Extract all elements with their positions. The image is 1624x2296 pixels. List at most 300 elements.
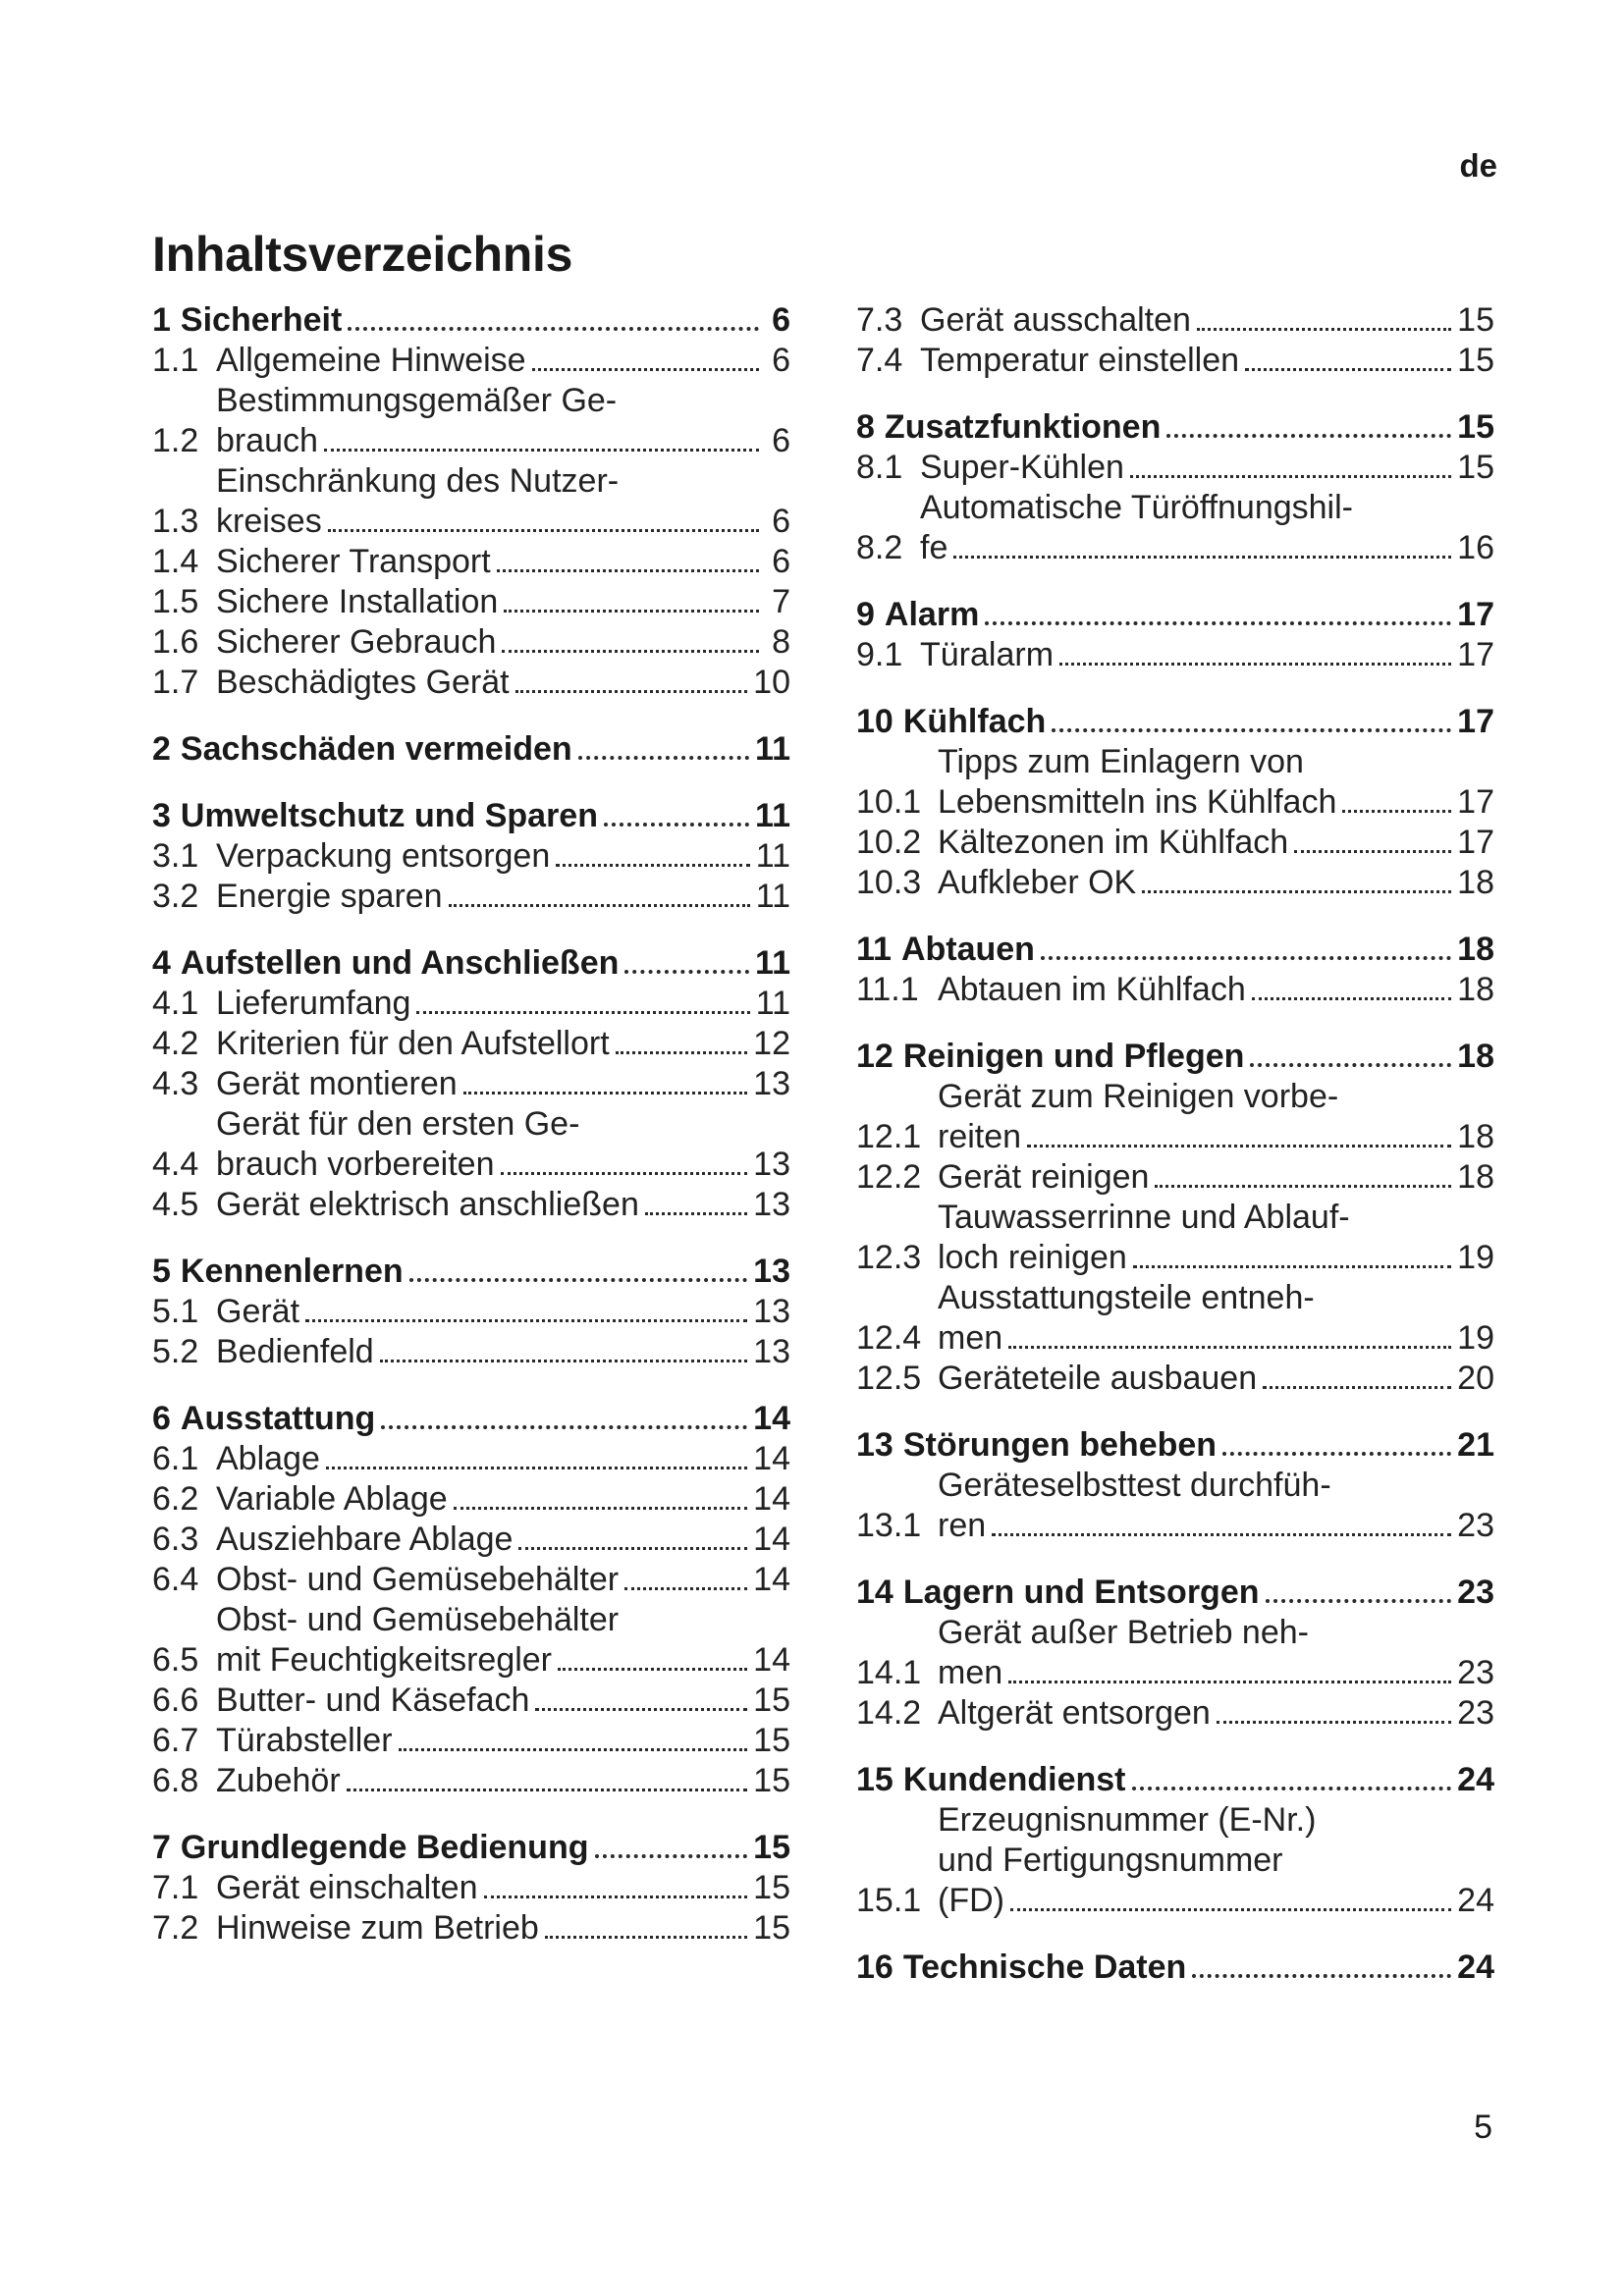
- toc-entry-number: 7.4: [856, 342, 903, 379]
- toc-entry-label: ren: [938, 1507, 987, 1544]
- toc-entry-number: 5: [152, 1253, 171, 1290]
- toc-entry-label-group: [938, 1359, 1457, 1399]
- toc-subsection-link[interactable]: [152, 1479, 790, 1520]
- toc-leader-dots: [305, 1319, 747, 1322]
- toc-entry-number: 7.1: [152, 1869, 199, 1906]
- toc-entry-label: Kennenlernen: [180, 1253, 404, 1290]
- toc-entry-label-group: [181, 729, 755, 770]
- toc-leader-dots: [1027, 1145, 1451, 1148]
- toc-entry-label: Grundlegende Bedienung: [180, 1829, 589, 1866]
- toc-entry-number: 2: [152, 730, 171, 768]
- toc-entry-page: 15: [753, 1762, 790, 1799]
- toc-leader-dots: [985, 621, 1451, 625]
- toc-entry-label: Verpackung entsorgen: [216, 837, 551, 875]
- toc-entry-label-group: [216, 1600, 790, 1681]
- toc-leader-dots: [1142, 890, 1451, 893]
- toc-entry-label: Beschädigtes Gerät: [216, 664, 510, 701]
- toc-entry-label-group: [216, 1439, 753, 1479]
- toc-leader-dots: [518, 1547, 747, 1550]
- toc-entry-label: men: [938, 1654, 1003, 1691]
- toc-subsection-link[interactable]: [152, 1520, 790, 1560]
- toc-subsection-link[interactable]: [856, 1693, 1494, 1734]
- toc-entry-label: Lieferumfang: [216, 985, 411, 1022]
- toc-leader-dots: [1010, 1908, 1451, 1911]
- toc-entry-page: 24: [1457, 1882, 1494, 1919]
- toc-section: [856, 1573, 1494, 1734]
- toc-leader-dots: [1217, 1721, 1451, 1724]
- toc-subsection-link[interactable]: [856, 1359, 1494, 1399]
- toc-entry-page: 21: [1457, 1426, 1494, 1464]
- toc-leader-dots: [399, 1748, 748, 1751]
- toc-entry-label: Ablage: [216, 1440, 320, 1477]
- toc-leader-dots: [416, 1011, 749, 1014]
- toc-subsection-link[interactable]: [152, 836, 790, 877]
- toc-subsection-link[interactable]: [856, 742, 1494, 823]
- toc-subsection-link[interactable]: [856, 635, 1494, 675]
- toc-entry-label-group: [216, 1908, 753, 1949]
- toc-entry-label-last-line: [216, 421, 790, 461]
- toc-subsection-link[interactable]: [152, 582, 790, 622]
- toc-section-link[interactable]: [856, 930, 1494, 970]
- toc-entry-label: Zubehör: [216, 1762, 341, 1799]
- toc-entry-label-group: [216, 1761, 753, 1801]
- toc-entry-page: 13: [753, 1146, 790, 1183]
- toc-entry-number: 13: [856, 1426, 893, 1464]
- toc-entry-label: Altgerät entsorgen: [938, 1694, 1211, 1732]
- toc-entry-label: Umweltschutz und Sparen: [180, 797, 598, 834]
- toc-leader-dots: [1008, 1346, 1451, 1349]
- toc-entry-label-group: [938, 1077, 1494, 1157]
- toc-entry-page: 11: [755, 878, 790, 915]
- toc-entry-label: (FD): [938, 1882, 1004, 1919]
- toc-entry-label: Gerät einschalten: [216, 1869, 478, 1906]
- toc-entry-label-last-line: [938, 1881, 1494, 1921]
- toc-section-link[interactable]: [152, 1252, 790, 1292]
- toc-subsection-link[interactable]: [152, 1868, 790, 1908]
- toc-entry-label: Kundendienst: [902, 1761, 1126, 1798]
- toc-section: [856, 407, 1494, 568]
- toc-entry-number: 6.8: [152, 1762, 199, 1799]
- toc-entry-label-group: [920, 448, 1457, 488]
- toc-entry-label: kreises: [216, 503, 322, 540]
- toc-entry-label-group: [903, 1948, 1457, 1988]
- toc-entry-number: 6.6: [152, 1682, 199, 1719]
- toc-subsection-link[interactable]: [152, 1292, 790, 1332]
- toc-entry-label: fe: [920, 529, 948, 566]
- toc-entry-number: 1.5: [152, 583, 199, 620]
- toc-entry-label-group: [938, 1693, 1457, 1734]
- toc-entry-page: 15: [753, 1909, 790, 1947]
- toc-entry-page: 6: [772, 342, 790, 379]
- toc-entry-page: 6: [772, 301, 790, 339]
- toc-entry-label-group: [920, 341, 1457, 381]
- toc-entry-label-group: [216, 1292, 753, 1332]
- toc-entry-page: 14: [753, 1641, 790, 1679]
- toc-section: [856, 300, 1494, 381]
- toc-entry-page: 6: [772, 543, 790, 580]
- toc-entry-label: Temperatur einstellen: [920, 342, 1240, 379]
- toc-entry-number: 1.6: [152, 623, 199, 661]
- toc-entry-label: Ausziehbare Ablage: [216, 1521, 514, 1558]
- toc-entry-label-group: [216, 341, 765, 381]
- toc-entry-label: Sachschäden vermeiden: [180, 730, 572, 768]
- toc-entry-label-group: [181, 300, 765, 341]
- toc-subsection-link[interactable]: [856, 1800, 1494, 1921]
- toc-subsection-link[interactable]: [152, 461, 790, 542]
- toc-entry-label: men: [938, 1319, 1003, 1357]
- toc-leader-dots: [1166, 434, 1451, 438]
- toc-leader-dots: [1130, 475, 1451, 478]
- toc-leader-dots: [1342, 810, 1451, 813]
- toc-entry-label-group: [903, 1425, 1457, 1466]
- toc-entry-label: Alarm: [884, 596, 980, 633]
- toc-entry-label-line: Einschränkung des Nutzer-: [216, 462, 620, 500]
- toc-subsection-link[interactable]: [152, 1104, 790, 1185]
- toc-leader-dots: [380, 1360, 747, 1362]
- toc-leader-dots: [326, 1467, 747, 1469]
- toc-subsection-link[interactable]: [152, 1439, 790, 1479]
- toc-entry-number: 3: [152, 797, 171, 834]
- toc-entry-label-group: [216, 663, 753, 703]
- toc-entry-label: Lebensmitteln ins Kühlfach: [938, 783, 1337, 821]
- toc-entry-label: Variable Ablage: [216, 1480, 448, 1518]
- toc-entry-label-wrapped: [216, 1104, 790, 1185]
- toc-entry-number: 1.3: [152, 503, 199, 540]
- toc-subsection-link[interactable]: [152, 984, 790, 1024]
- toc-entry-page: 17: [1457, 636, 1494, 673]
- toc-entry-label-wrapped: [938, 1466, 1494, 1546]
- toc-subsection-link[interactable]: [152, 1721, 790, 1761]
- toc-entry-page: 11: [755, 730, 790, 768]
- toc-entry-page: 15: [753, 1682, 790, 1719]
- toc-entry-label-line: Obst- und Gemüsebehälter: [216, 1601, 620, 1638]
- toc-subsection-link[interactable]: [152, 1681, 790, 1721]
- toc-entry-label: Störungen beheben: [902, 1426, 1218, 1464]
- toc-leader-dots: [992, 1533, 1451, 1536]
- toc-section-link[interactable]: [856, 1948, 1494, 1988]
- toc-section: [856, 1760, 1494, 1921]
- toc-leader-dots: [535, 1708, 747, 1711]
- toc-entry-page: 18: [1457, 971, 1494, 1008]
- toc-entry-page: 13: [753, 1253, 790, 1290]
- toc-entry-number: 4.4: [152, 1146, 199, 1183]
- toc-section: [856, 1425, 1494, 1546]
- toc-entry-label: Aufkleber OK: [938, 864, 1137, 901]
- toc-entry-label-group: [903, 1760, 1457, 1800]
- toc-entry-label-group: [903, 1037, 1457, 1077]
- toc-entry-number: 4.2: [152, 1025, 199, 1062]
- toc-subsection-link[interactable]: [152, 1024, 790, 1064]
- toc-leader-dots: [624, 1587, 747, 1590]
- toc-entry-number: 14: [856, 1574, 893, 1611]
- toc-entry-page: 11: [755, 985, 790, 1022]
- toc-entry-label-group: [901, 930, 1457, 970]
- toc-section: [152, 796, 790, 917]
- toc-subsection-link[interactable]: [856, 1466, 1494, 1546]
- toc-section: [856, 1037, 1494, 1399]
- toc-entry-label-group: [216, 1681, 753, 1721]
- toc-entry-number: 5.2: [152, 1333, 199, 1370]
- toc-entry-label-line: Ausstattungsteile entneh-: [938, 1279, 1315, 1316]
- toc-entry-label: Super-Kühlen: [920, 449, 1124, 486]
- toc-entry-page: 15: [1457, 449, 1494, 486]
- toc-section-link[interactable]: [152, 796, 790, 836]
- toc-entry-page: 18: [1457, 1038, 1494, 1075]
- toc-entry-number: 6.7: [152, 1722, 199, 1759]
- toc-entry-label-group: [216, 1560, 753, 1600]
- toc-entry-label-group: [938, 1278, 1494, 1359]
- toc-entry-label-group: [938, 742, 1494, 823]
- toc-leader-dots: [409, 1278, 748, 1282]
- toc-entry-page: 14: [753, 1440, 790, 1477]
- toc-section: [856, 1948, 1494, 1988]
- toc-entry-label-group: [216, 1064, 753, 1104]
- toc-entry-label-group: [885, 407, 1457, 448]
- toc-subsection-link[interactable]: [856, 1077, 1494, 1157]
- toc-leader-dots: [1133, 1265, 1451, 1268]
- toc-entry-label-group: [216, 622, 765, 663]
- page-title: Inhaltsverzeichnis: [152, 227, 573, 282]
- toc-subsection-link[interactable]: [152, 877, 790, 917]
- toc-entry-number: 4.5: [152, 1186, 199, 1223]
- toc-entry-number: 9: [856, 596, 875, 633]
- toc-entry-label-group: [938, 970, 1457, 1010]
- toc-entry-number: 6.3: [152, 1521, 199, 1558]
- toc-entry-label: reiten: [938, 1118, 1022, 1155]
- toc-entry-page: 18: [1457, 1158, 1494, 1196]
- toc-entry-page: 17: [1457, 703, 1494, 740]
- toc-entry-label-wrapped: [938, 1613, 1494, 1693]
- toc-entry-label-last-line: [938, 1506, 1494, 1546]
- toc-subsection-link[interactable]: [152, 1600, 790, 1681]
- toc-entry-page: 24: [1457, 1761, 1494, 1798]
- toc-entry-number: 12.1: [856, 1118, 922, 1155]
- toc-entry-number: 12.4: [856, 1319, 922, 1357]
- toc-subsection-link[interactable]: [152, 341, 790, 381]
- toc-entry-label-line: Gerät außer Betrieb neh-: [938, 1614, 1309, 1651]
- toc-entry-label-line: Gerät zum Reinigen vorbe-: [938, 1078, 1339, 1115]
- toc-subsection-link[interactable]: [856, 341, 1494, 381]
- toc-entry-label: Gerät montieren: [216, 1065, 458, 1102]
- toc-entry-label-line: Geräteselbsttest durchfüh-: [938, 1467, 1331, 1504]
- toc-subsection-link[interactable]: [856, 863, 1494, 903]
- toc-section-link[interactable]: [856, 1037, 1494, 1077]
- toc-section-link[interactable]: [856, 702, 1494, 742]
- toc-subsection-link[interactable]: [152, 1560, 790, 1600]
- toc-entry-label-group: [920, 300, 1457, 341]
- toc-entry-number: 4.3: [152, 1065, 199, 1102]
- toc-entry-label-group: [181, 1252, 753, 1292]
- toc-entry-number: 15.1: [856, 1882, 922, 1919]
- toc-section-link[interactable]: [856, 1573, 1494, 1613]
- toc-leader-dots: [515, 690, 748, 693]
- toc-leader-dots: [497, 569, 759, 572]
- toc-entry-number: 15: [856, 1761, 893, 1798]
- toc-subsection-link[interactable]: [152, 1761, 790, 1801]
- toc-entry-label: Gerät ausschalten: [920, 301, 1191, 339]
- toc-entry-label-group: [938, 1198, 1494, 1278]
- toc-entry-page: 19: [1457, 1239, 1494, 1276]
- toc-entry-label-group: [216, 381, 790, 461]
- toc-section-link[interactable]: [152, 300, 790, 341]
- toc-subsection-link[interactable]: [856, 448, 1494, 488]
- toc-section-link[interactable]: [152, 943, 790, 984]
- toc-entry-number: 10.1: [856, 783, 922, 821]
- toc-subsection-link[interactable]: [856, 300, 1494, 341]
- toc-entry-number: 14.1: [856, 1654, 922, 1691]
- toc-entry-label-group: [216, 1185, 753, 1225]
- toc-entry-page: 11: [755, 944, 790, 982]
- toc-entry-label: Kriterien für den Aufstellort: [216, 1025, 610, 1062]
- toc-subsection-link[interactable]: [856, 1157, 1494, 1198]
- toc-entry-label-group: [938, 1800, 1494, 1921]
- toc-entry-label-group: [181, 1828, 753, 1868]
- toc-entry-label: Gerät reinigen: [938, 1158, 1150, 1196]
- toc-entry-page: 14: [753, 1400, 790, 1437]
- toc-section-link[interactable]: [152, 1399, 790, 1439]
- toc-leader-dots: [1252, 997, 1451, 1000]
- toc-entry-page: 8: [772, 623, 790, 661]
- toc-entry-label-group: [216, 461, 790, 542]
- toc-entry-label-last-line: [216, 1640, 790, 1681]
- toc-entry-label-line: und Fertigungsnummer: [938, 1842, 1283, 1879]
- toc-entry-page: 18: [1457, 864, 1494, 901]
- toc-entry-number: 4: [152, 944, 171, 982]
- toc-subsection-link[interactable]: [152, 622, 790, 663]
- toc-leader-dots: [1052, 728, 1451, 732]
- toc-subsection-link[interactable]: [152, 381, 790, 461]
- toc-leader-dots: [1245, 368, 1451, 371]
- toc-entry-label-last-line: [938, 1238, 1494, 1278]
- toc-entry-label-group: [885, 595, 1457, 635]
- toc-leader-dots: [504, 610, 759, 613]
- toc-entry-page: 15: [753, 1722, 790, 1759]
- toc-subsection-link[interactable]: [856, 823, 1494, 863]
- toc-entry-label: Allgemeine Hinweise: [216, 342, 526, 379]
- toc-subsection-link[interactable]: [856, 488, 1494, 568]
- toc-entry-label-group: [903, 1573, 1457, 1613]
- toc-section-link[interactable]: [856, 1425, 1494, 1466]
- toc-subsection-link[interactable]: [152, 1908, 790, 1949]
- toc-entry-page: 24: [1457, 1949, 1494, 1986]
- toc-entry-number: 6.1: [152, 1440, 199, 1477]
- toc-subsection-link[interactable]: [856, 1613, 1494, 1693]
- toc-entry-page: 18: [1457, 1118, 1494, 1155]
- toc-section-link[interactable]: [152, 729, 790, 770]
- toc-entry-page: 14: [753, 1480, 790, 1518]
- toc-section: [152, 1828, 790, 1949]
- toc-entry-number: 6.4: [152, 1561, 199, 1598]
- toc-entry-label-group: [216, 1332, 753, 1372]
- language-code: de: [1459, 147, 1497, 184]
- toc-leader-dots: [624, 970, 749, 974]
- toc-section: [856, 702, 1494, 903]
- toc-entry-page: 12: [753, 1025, 790, 1062]
- toc-leader-dots: [1197, 328, 1451, 331]
- toc-entry-label-group: [216, 836, 756, 877]
- toc-leader-dots: [1192, 1974, 1451, 1978]
- toc-entry-page: 23: [1457, 1507, 1494, 1544]
- toc-entry-label-wrapped: [938, 742, 1494, 823]
- toc-subsection-link[interactable]: [152, 1064, 790, 1104]
- toc-entry-label-group: [216, 1024, 753, 1064]
- toc-entry-label-wrapped: [920, 488, 1494, 568]
- toc-subsection-link[interactable]: [152, 1185, 790, 1225]
- toc-leader-dots: [532, 368, 759, 371]
- toc-entry-label: brauch: [216, 422, 318, 459]
- toc-entry-number: 8.1: [856, 449, 903, 486]
- toc-entry-page: 16: [1457, 529, 1494, 566]
- toc-entry-label-group: [938, 823, 1457, 863]
- toc-entry-page: 20: [1457, 1360, 1494, 1397]
- toc-leader-dots: [1155, 1185, 1451, 1188]
- toc-entry-label-wrapped: [216, 381, 790, 461]
- toc-entry-page: 7: [772, 583, 790, 620]
- toc-entry-label: Sicherer Transport: [216, 543, 491, 580]
- toc-entry-label: loch reinigen: [938, 1239, 1127, 1276]
- toc-subsection-link[interactable]: [856, 1198, 1494, 1278]
- toc-entry-label-group: [938, 1466, 1494, 1546]
- toc-entry-label: Sichere Installation: [216, 583, 499, 620]
- toc-subsection-link[interactable]: [152, 663, 790, 703]
- toc-leader-dots: [1294, 850, 1451, 853]
- toc-leader-dots: [595, 1854, 748, 1858]
- toc-subsection-link[interactable]: [856, 1278, 1494, 1359]
- toc-leader-dots: [381, 1425, 747, 1429]
- toc-entry-number: 6.2: [152, 1480, 199, 1518]
- toc-entry-label-group: [216, 1520, 753, 1560]
- toc-leader-dots: [1132, 1787, 1452, 1790]
- toc-leader-dots: [449, 904, 750, 907]
- toc-entry-label-wrapped: [938, 1278, 1494, 1359]
- toc-entry-label-wrapped: [938, 1198, 1494, 1278]
- toc-entry-label-line: Bestimmungsgemäßer Ge-: [216, 382, 618, 419]
- toc-entry-number: 10: [856, 703, 893, 740]
- toc-section-link[interactable]: [152, 1828, 790, 1868]
- toc-subsection-link[interactable]: [856, 970, 1494, 1010]
- page-number: 5: [1474, 2109, 1492, 2146]
- toc-right-column: [856, 300, 1494, 2014]
- toc-leader-dots: [1263, 1386, 1451, 1389]
- toc-entry-label-group: [216, 877, 756, 917]
- toc-leader-dots: [616, 1051, 748, 1054]
- toc-leader-dots: [454, 1507, 748, 1510]
- toc-entry-label-wrapped: [216, 1600, 790, 1681]
- toc-entry-page: 13: [753, 1186, 790, 1223]
- toc-entry-page: 15: [753, 1869, 790, 1906]
- toc-entry-label: Gerät: [216, 1293, 300, 1330]
- toc-leader-dots: [1266, 1599, 1452, 1603]
- toc-section-link[interactable]: [856, 595, 1494, 635]
- toc-entry-number: 12: [856, 1038, 893, 1075]
- toc-subsection-link[interactable]: [152, 1332, 790, 1372]
- toc-section-link[interactable]: [856, 407, 1494, 448]
- toc-entry-label: mit Feuchtigkeitsregler: [216, 1641, 553, 1679]
- toc-entry-label: Obst- und Gemüsebehälter: [216, 1561, 620, 1598]
- toc-leader-dots: [604, 823, 749, 827]
- toc-subsection-link[interactable]: [152, 542, 790, 582]
- toc-entry-label: Kältezonen im Kühlfach: [938, 824, 1289, 861]
- toc-leader-dots: [1041, 956, 1451, 960]
- toc-entry-page: 15: [1457, 342, 1494, 379]
- toc-entry-label-line: Tipps zum Einlagern von: [938, 743, 1304, 780]
- toc-section-link[interactable]: [856, 1760, 1494, 1800]
- toc-entry-label: Sicherer Gebrauch: [216, 623, 497, 661]
- toc-entry-label-group: [938, 1157, 1457, 1198]
- toc-entry-label-last-line: [938, 1117, 1494, 1157]
- toc-entry-label-last-line: [920, 528, 1494, 568]
- toc-entry-page: 13: [753, 1065, 790, 1102]
